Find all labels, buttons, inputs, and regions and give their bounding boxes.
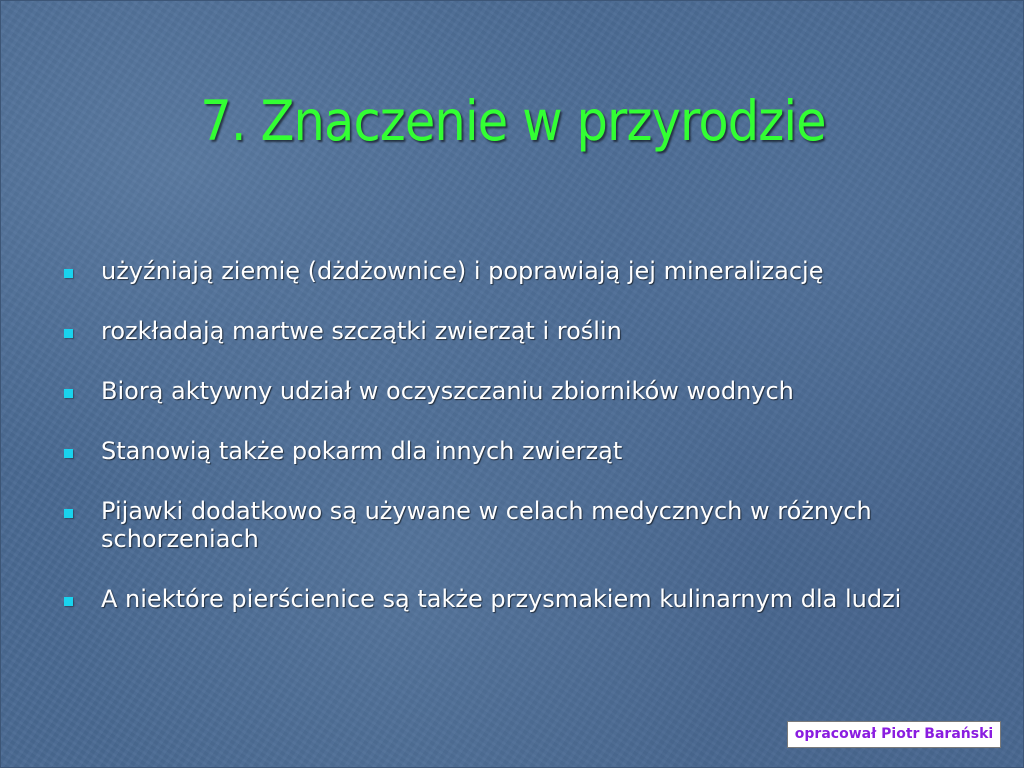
bullet-text: Stanowią także pokarm dla innych zwierząt — [101, 437, 623, 465]
list-item — [59, 257, 959, 285]
bullet-text: Biorą aktywny udział w oczyszczaniu zbiorników wodnych — [101, 377, 794, 405]
list-item — [59, 437, 959, 465]
bullet-text: użyźniają ziemię (dżdżownice) i poprawiają jej mineralizację — [101, 257, 824, 285]
bullet-text: Pijawki dodatkowo są używane w celach medycznych w różnych schorzeniach — [101, 497, 872, 553]
bullet-text: A niektóre pierścienice są także przysmakiem kulinarnym dla ludzi — [101, 585, 902, 613]
slide-title: 7. Znaczenie w przyrodzie — [200, 89, 826, 153]
square-bullet-icon — [64, 597, 73, 606]
square-bullet-icon — [64, 269, 73, 278]
list-item — [59, 497, 959, 553]
bullet-text: rozkładają martwe szczątki zwierząt i roślin — [101, 317, 622, 345]
list-item — [59, 317, 959, 345]
bullet-list — [59, 257, 959, 645]
square-bullet-icon — [64, 509, 73, 518]
author-credit: opracował Piotr Barański — [787, 721, 1001, 748]
square-bullet-icon — [64, 449, 73, 458]
square-bullet-icon — [64, 329, 73, 338]
list-item — [59, 377, 959, 405]
list-item — [59, 585, 959, 613]
square-bullet-icon — [64, 389, 73, 398]
